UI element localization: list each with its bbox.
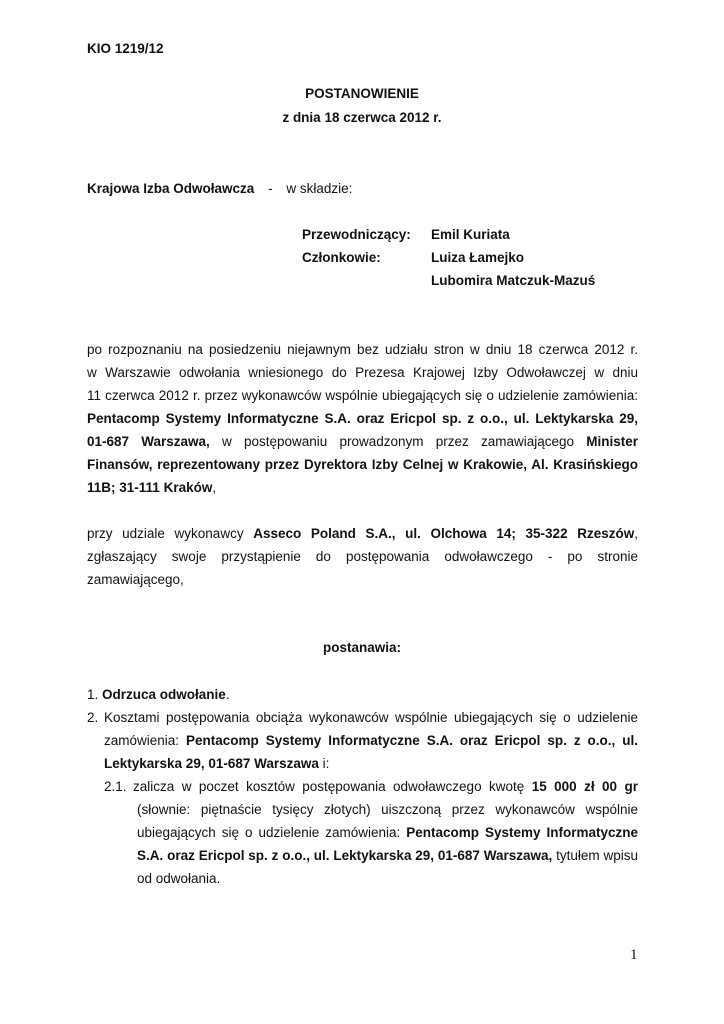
paragraph-line: Pentacomp Systemy Informatyczne S.A. oraz Ericpol sp. z o.o., ul. Lektykarska 29, [87, 411, 638, 426]
paragraph-line: zamawiającego, [87, 572, 184, 587]
text: w postępowaniu prowadzonym przez zamawiającego [209, 434, 587, 449]
paragraph-line [87, 434, 638, 449]
paragraph-line: po rozpoznaniu na posiedzeniu niejawnym bez udziału stron w dniu 18 czerwca 2012 r. [87, 342, 638, 357]
case-number: KIO 1219/12 [87, 41, 164, 56]
item-number: 1. [87, 687, 99, 702]
bold-text: Minister [586, 434, 638, 449]
paragraph-line [87, 526, 638, 541]
text: , [634, 526, 638, 541]
chair-name: Emil Kuriata [431, 227, 510, 242]
page-number: 1 [630, 947, 638, 963]
text: tytułem wpisu [552, 848, 638, 863]
bold-text: Lektykarska 29, 01-687 Warszawa [104, 756, 319, 771]
member-name: Lubomira Matczuk-Mazuś [431, 273, 596, 288]
paragraph-line [137, 825, 638, 840]
paragraph-line [104, 733, 638, 748]
item-number: 2.1. [104, 779, 127, 794]
text: . [225, 687, 230, 702]
text: przy udziale wykonawcy [87, 526, 254, 541]
bold-text: 15 000 zł 00 gr [531, 779, 639, 794]
paragraph-line [104, 756, 329, 771]
document-title: POSTANOWIENIE [305, 86, 419, 101]
paragraph-line: Kosztami postępowania obciąża wykonawców wspólnie ubiegających się o udzielenie [104, 710, 638, 725]
chamber-separator: - [268, 181, 273, 196]
list-item [87, 687, 230, 702]
bold-text: 01-687 Warszawa, [87, 434, 210, 449]
text: ubiegających się o udzielenie zamówienia: [137, 825, 407, 840]
paragraph-line: zgłaszający swoje przystąpienie do postępowania odwoławczego - po stronie [87, 549, 638, 564]
text: , [212, 480, 217, 495]
bold-text: Pentacomp Systemy Informatyczne S.A. oraz Ericpol sp. z o.o., ul. [186, 733, 638, 748]
members-label: Członkowie: [302, 250, 381, 265]
bold-text: Asseco Poland S.A., ul. Olchowa 14; 35-322 Rzeszów [253, 526, 635, 541]
text: i: [318, 756, 330, 771]
paragraph-line: od odwołania. [137, 871, 221, 886]
bold-text: Pentacomp Systemy Informatyczne [406, 825, 639, 840]
paragraph-line: 11 czerwca 2012 r. przez wykonawców wspólnie ubiegających się o udzielenie zamówienia: [87, 388, 638, 403]
chamber-line [87, 181, 352, 196]
document-date: z dnia 18 czerwca 2012 r. [282, 110, 442, 125]
paragraph-line: (słownie: piętnaście tysięcy złotych) uiszczoną przez wykonawców wspólnie [137, 802, 638, 817]
member-name: Luiza Łamejko [431, 250, 525, 265]
bold-text: Odrzuca odwołanie [102, 687, 226, 702]
paragraph-line [137, 848, 638, 863]
chamber-name: Krajowa Izba Odwoławcza [87, 181, 255, 196]
decision-heading: postanawia: [322, 640, 401, 655]
paragraph-line: w Warszawie odwołania wniesionego do Prezesa Krajowej Izby Odwoławczej w dniu [87, 365, 638, 380]
paragraph-line: Finansów, reprezentowany przez Dyrektora Izby Celnej w Krakowie, Al. Krasińskiego [87, 457, 638, 472]
bold-text: 11B; 31-111 Kraków [87, 480, 213, 495]
composition-label: w składzie: [286, 181, 353, 196]
chair-label: Przewodniczący: [302, 227, 411, 242]
text: zamówienia: [104, 733, 186, 748]
item-number: 2. [87, 710, 99, 725]
paragraph-line [87, 480, 216, 495]
bold-text: S.A. oraz Ericpol sp. z o.o., ul. Lektykarska 29, 01-687 Warszawa, [137, 848, 553, 863]
paragraph-line [133, 779, 638, 794]
text: zalicza w poczet kosztów postępowania odwoławczego kwotę [133, 779, 532, 794]
